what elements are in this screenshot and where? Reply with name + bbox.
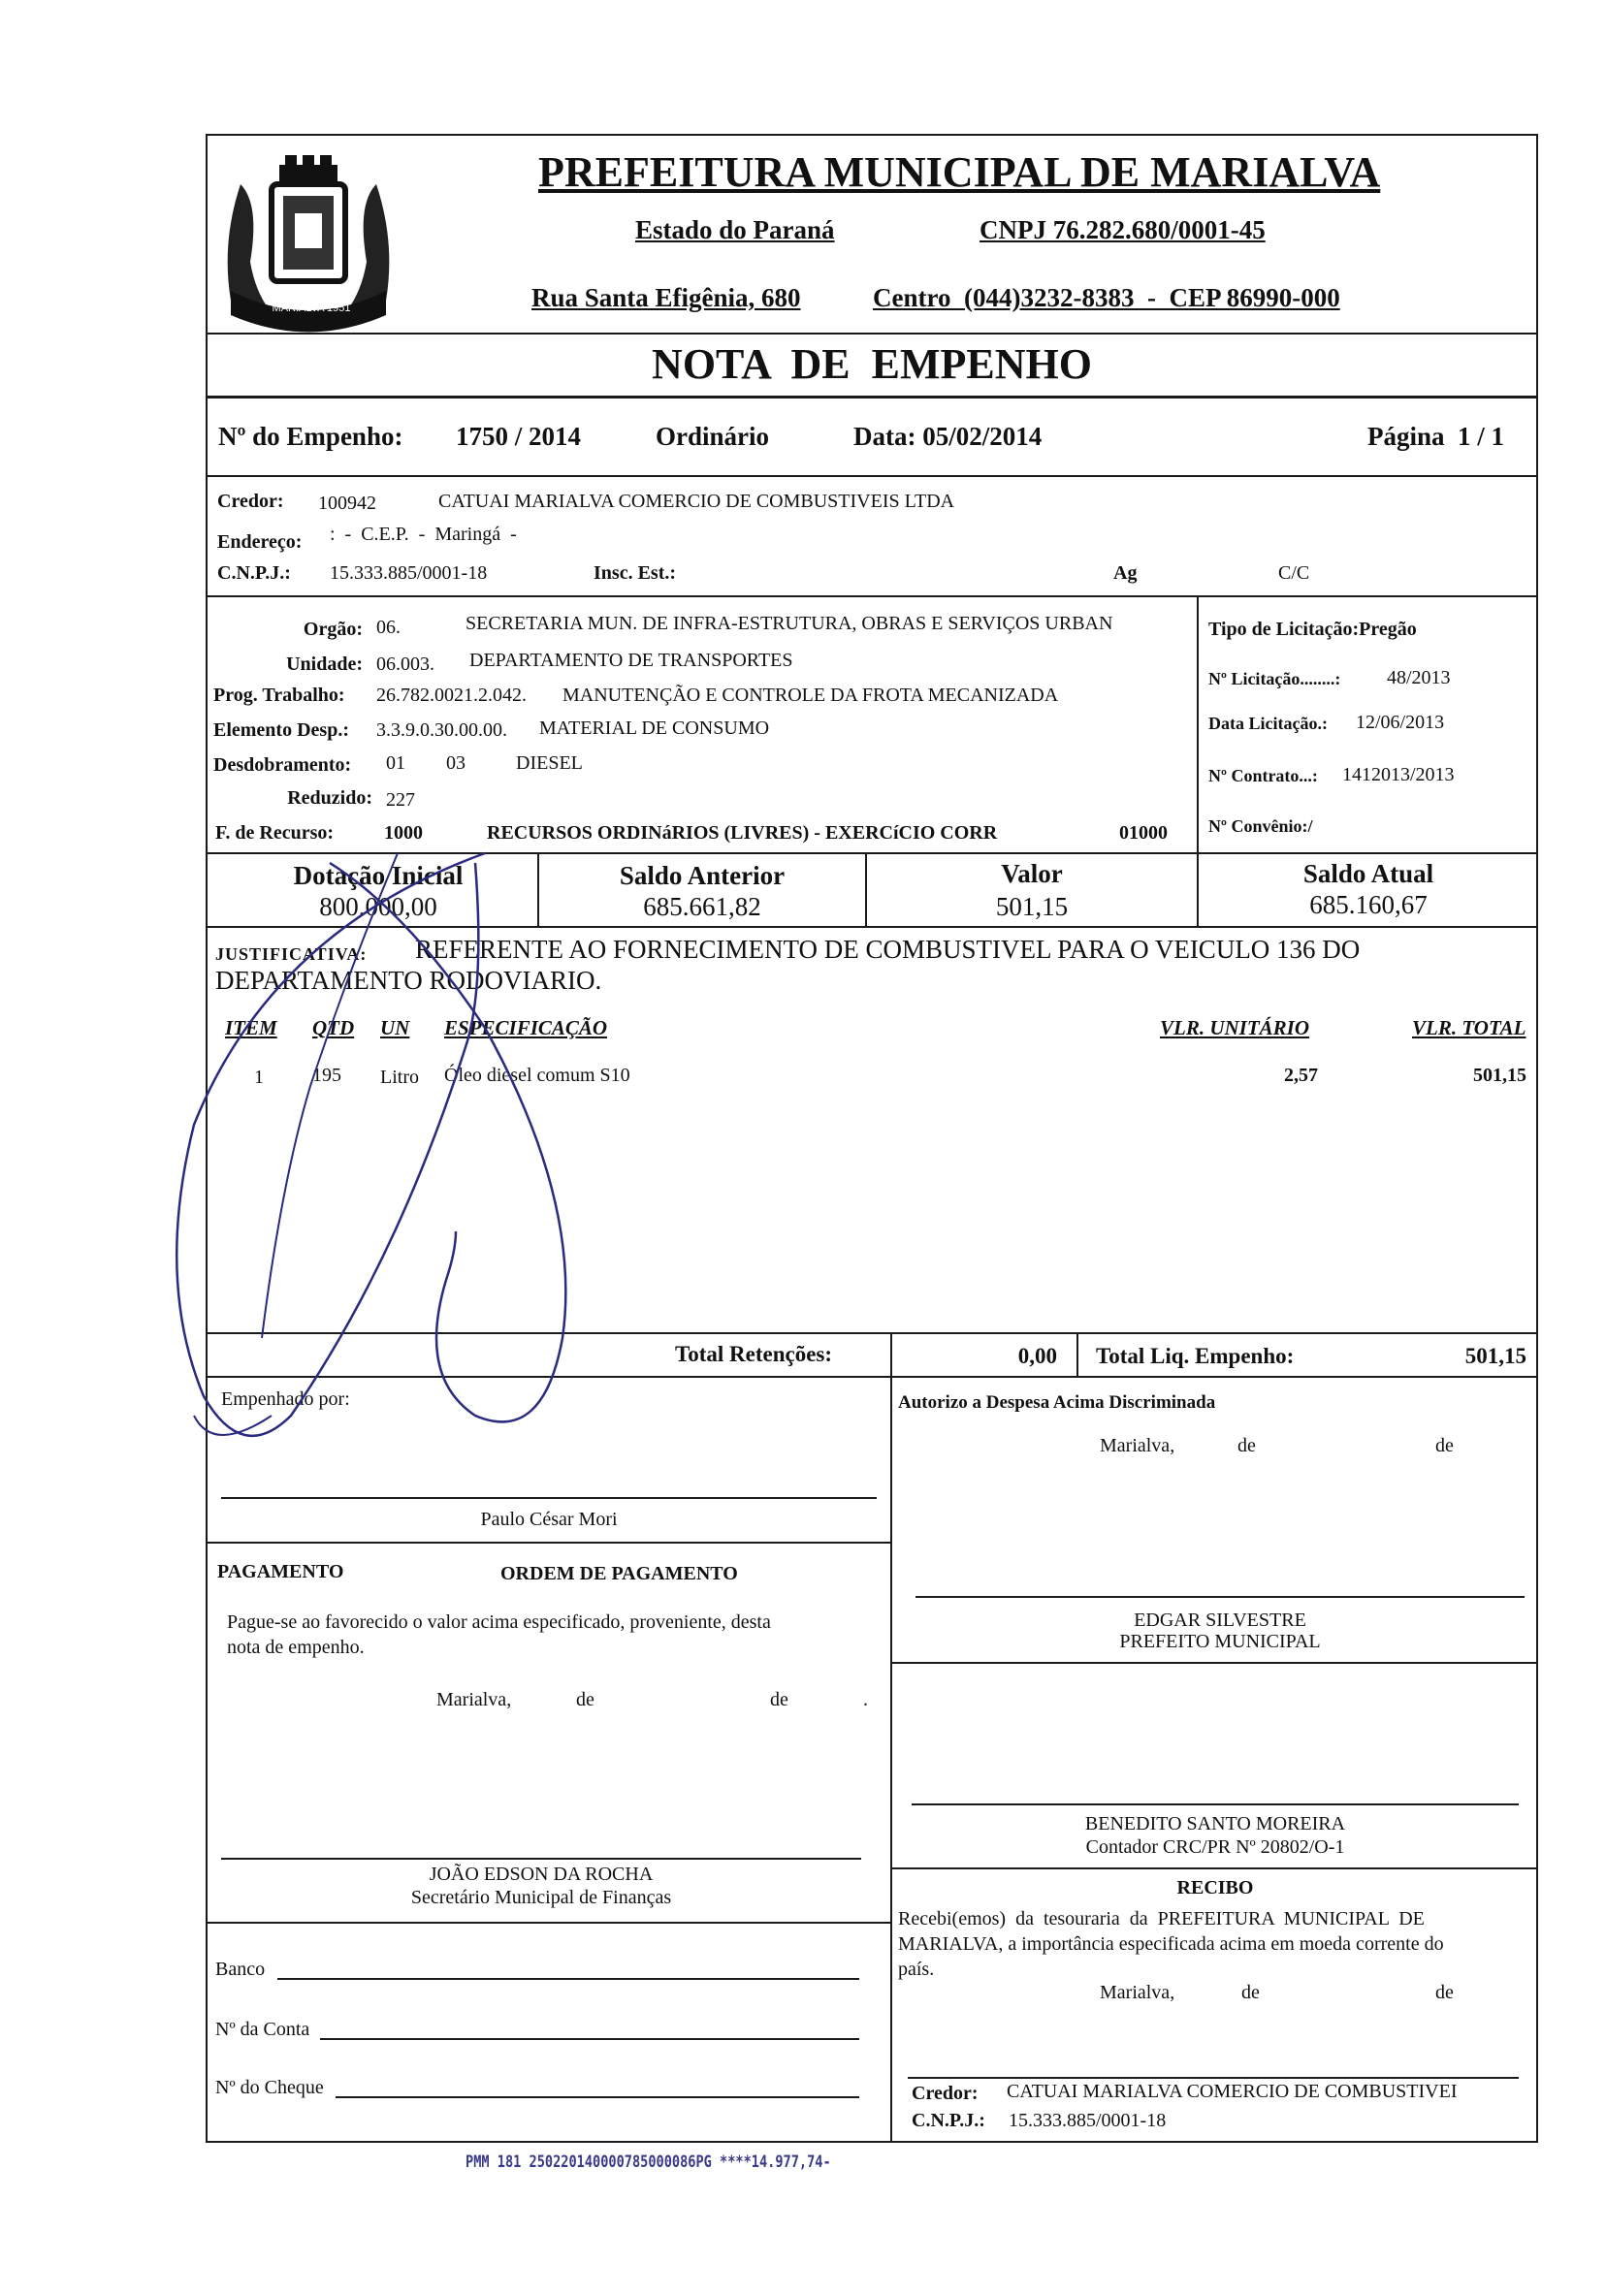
endereco-label: Endereço: [217, 531, 303, 553]
secretario-nome: JOÃO EDSON DA ROCHA [429, 1864, 654, 1885]
contador-nome: BENEDITO SANTO MOREIRA [1084, 1813, 1346, 1834]
tipo-licitacao: Tipo de Licitação:Pregão [1208, 619, 1417, 640]
header-state: Estado do Paraná [635, 215, 835, 244]
unidade-code: 06.003. [376, 654, 434, 675]
elemento-label: Elemento Desp.: [213, 719, 349, 741]
recibo-texto-3: país. [898, 1959, 935, 1980]
insc-est-label: Insc. Est.: [594, 562, 677, 584]
recibo-credor-label: Credor: [912, 2083, 979, 2104]
unidade-label: Unidade: [286, 654, 363, 675]
col-header-qtd: QTD [312, 1016, 355, 1039]
elemento-value: MATERIAL DE CONSUMO [539, 718, 770, 739]
saldo-atual-value: 685.160,67 [1309, 890, 1428, 919]
empenho-label: Nº do Empenho: [218, 422, 403, 451]
header-address: Rua Santa Efigênia, 680 [531, 283, 801, 312]
justificativa-line1: REFERENTE AO FORNECIMENTO DE COMBUSTIVEL PARA O VEICULO 136 DO [415, 935, 1361, 964]
pagamento-texto-1: Pague-se ao favorecido o valor acima especificado, proveniente, desta [227, 1611, 771, 1633]
autorizo-de-1: de [1237, 1435, 1256, 1456]
credor-code: 100942 [318, 493, 376, 514]
empenho-date: Data: 05/02/2014 [853, 422, 1043, 451]
pagamento-texto-2: nota de empenho. [227, 1637, 365, 1658]
col-header-vlr-total: VLR. TOTAL [1412, 1016, 1526, 1039]
handwritten-signature [155, 834, 698, 1532]
prog-value: MANUTENÇÃO E CONTROLE DA FROTA MECANIZADA [562, 685, 1059, 706]
col-header-item: ITEM [225, 1016, 277, 1039]
cc-label: C/C [1278, 562, 1310, 584]
data-licitacao: 12/06/2013 [1356, 712, 1445, 733]
ag-label: Ag [1113, 562, 1138, 584]
autorizo-despesa: Autorizo a Despesa Acima Discriminada [898, 1392, 1216, 1413]
pagamento-de-1: de [576, 1689, 594, 1710]
item-vlr-unitario: 2,57 [1284, 1065, 1318, 1086]
recibo-cnpj: 15.333.885/0001-18 [1009, 2110, 1167, 2131]
credor-cnpj: 15.333.885/0001-18 [330, 562, 488, 584]
recurso-code: 1000 [384, 822, 423, 844]
total-liquido-label: Total Liq. Empenho: [1096, 1344, 1295, 1368]
saldo-atual-label: Saldo Atual [1302, 859, 1434, 888]
item-qtd: 195 [312, 1065, 341, 1086]
autorizo-de-2: de [1435, 1435, 1454, 1456]
desdobramento-code: 01 [386, 752, 405, 774]
orgao-value: SECRETARIA MUN. DE INFRA-ESTRUTURA, OBRAS E SERVIÇOS URBAN [466, 613, 1113, 634]
numero-licitacao-label: Nº Licitação........: [1208, 669, 1341, 688]
valor-label: Valor [1001, 859, 1063, 888]
recurso-number: 01000 [1119, 822, 1168, 844]
desdobramento-sub: 03 [446, 752, 466, 774]
item-vlr-total: 501,15 [1473, 1065, 1526, 1086]
conta-field[interactable] [320, 2038, 859, 2040]
elemento-code: 3.3.9.0.30.00.00. [376, 719, 507, 741]
recibo-de-1: de [1241, 1982, 1260, 2003]
recibo-credor: CATUAI MARIALVA COMERCIO DE COMBUSTIVEI [1007, 2081, 1458, 2102]
empenho-type: Ordinário [656, 422, 770, 451]
dotacao-label: Dotação Inicial [293, 861, 464, 890]
dotacao-value: 800.000,00 [319, 892, 437, 921]
recibo-texto-2: MARIALVA, a importância especificada acima em moeda corrente do [898, 1933, 1444, 1955]
pagamento-dot: . [863, 1689, 868, 1710]
orgao-code: 06. [376, 617, 401, 638]
recurso-label: F. de Recurso: [215, 822, 335, 844]
total-liquido-value: 501,15 [1464, 1344, 1526, 1368]
crest-ribbon-text: MARIALVA 1951 [272, 303, 351, 314]
reduzido-label: Reduzido: [287, 787, 372, 809]
justificativa-label: JUSTIFICATIVA: [215, 944, 368, 964]
valor-value: 501,15 [995, 892, 1069, 921]
pagamento-label: PAGAMENTO [217, 1561, 344, 1582]
recibo-texto-1: Recebi(emos) da tesouraria da PREFEITURA MUNICIPAL DE [898, 1908, 1425, 1929]
cheque-field[interactable] [336, 2096, 859, 2098]
pagamento-de-2: de [770, 1689, 788, 1710]
prog-label: Prog. Trabalho: [213, 685, 345, 706]
cheque-label: Nº do Cheque [215, 2077, 324, 2098]
justificativa-line2: DEPARTAMENTO RODOVIARIO. [215, 966, 602, 995]
convenio: Nº Convênio:/ [1208, 816, 1313, 836]
col-header-vlr-unitario: VLR. UNITÁRIO [1160, 1016, 1310, 1039]
saldo-anterior-label: Saldo Anterior [619, 861, 786, 890]
saldo-anterior-value: 685.661,82 [643, 892, 761, 921]
desdobramento-label: Desdobramento: [213, 754, 352, 776]
credor-cnpj-label: C.N.P.J.: [217, 562, 291, 584]
col-header-especificacao: ESPECIFICAÇÃO [444, 1016, 608, 1039]
unidade-value: DEPARTAMENTO DE TRANSPORTES [469, 650, 793, 671]
recibo-cnpj-label: C.N.P.J.: [912, 2110, 985, 2131]
item-especificacao: Óleo diesel comum S10 [444, 1065, 630, 1086]
page-title: PREFEITURA MUNICIPAL DE MARIALVA [538, 148, 1381, 196]
endereco-value: : - C.E.P. - Maringá - [330, 524, 517, 545]
pagamento-local: Marialva, [436, 1689, 512, 1710]
numero-licitacao: 48/2013 [1387, 667, 1451, 688]
recurso-value: RECURSOS ORDINáRIOS (LIVRES) - EXERCíCIO CORR [487, 822, 998, 844]
municipal-crest [211, 145, 405, 339]
prefeito-nome: EDGAR SILVESTRE [1134, 1610, 1306, 1631]
secretario-cargo: Secretário Municipal de Finanças [410, 1887, 672, 1908]
desdobramento-value: DIESEL [516, 752, 583, 774]
col-header-un: UN [380, 1016, 410, 1039]
recibo-de-2: de [1435, 1982, 1454, 2003]
ordem-pagamento-label: ORDEM DE PAGAMENTO [500, 1563, 738, 1584]
header-contact: Centro (044)3232-8383 - CEP 86990-000 [873, 283, 1340, 312]
credor-label: Credor: [217, 491, 284, 512]
item-number: 1 [254, 1067, 264, 1088]
total-retencoes-value: 0,00 [1017, 1344, 1057, 1368]
prefeito-cargo: PREFEITO MUNICIPAL [1119, 1631, 1321, 1652]
empenhado-por-nome: Paulo César Mori [480, 1509, 618, 1530]
banco-label: Banco [215, 1959, 266, 1980]
recibo-local: Marialva, [1100, 1982, 1175, 2003]
autorizo-local: Marialva, [1100, 1435, 1175, 1456]
footer-code: PMM 181 250220140000785000086PG ****14.977,74- [466, 2152, 831, 2172]
empenho-number: 1750 / 2014 [456, 422, 582, 451]
item-un: Litro [380, 1067, 419, 1088]
reduzido-value: 227 [386, 789, 415, 811]
total-retencoes-label: Total Retenções: [675, 1342, 833, 1366]
data-licitacao-label: Data Licitação.: [1208, 714, 1328, 733]
contrato-value: 1412013/2013 [1342, 764, 1455, 785]
document-title: NOTA DE EMPENHO [652, 340, 1092, 388]
recibo-label: RECIBO [1176, 1877, 1254, 1898]
contador-cargo: Contador CRC/PR Nº 20802/O-1 [1085, 1836, 1345, 1858]
contrato-label: Nº Contrato...: [1208, 766, 1318, 785]
conta-label: Nº da Conta [215, 2019, 310, 2040]
banco-field[interactable] [277, 1978, 859, 1980]
prog-code: 26.782.0021.2.042. [376, 685, 527, 706]
page-indicator: Página 1 / 1 [1367, 422, 1505, 451]
orgao-label: Orgão: [303, 619, 363, 640]
credor-name: CATUAI MARIALVA COMERCIO DE COMBUSTIVEIS LTDA [438, 491, 955, 512]
header-cnpj: CNPJ 76.282.680/0001-45 [980, 215, 1266, 244]
empenhado-por-label: Empenhado por: [221, 1388, 350, 1410]
